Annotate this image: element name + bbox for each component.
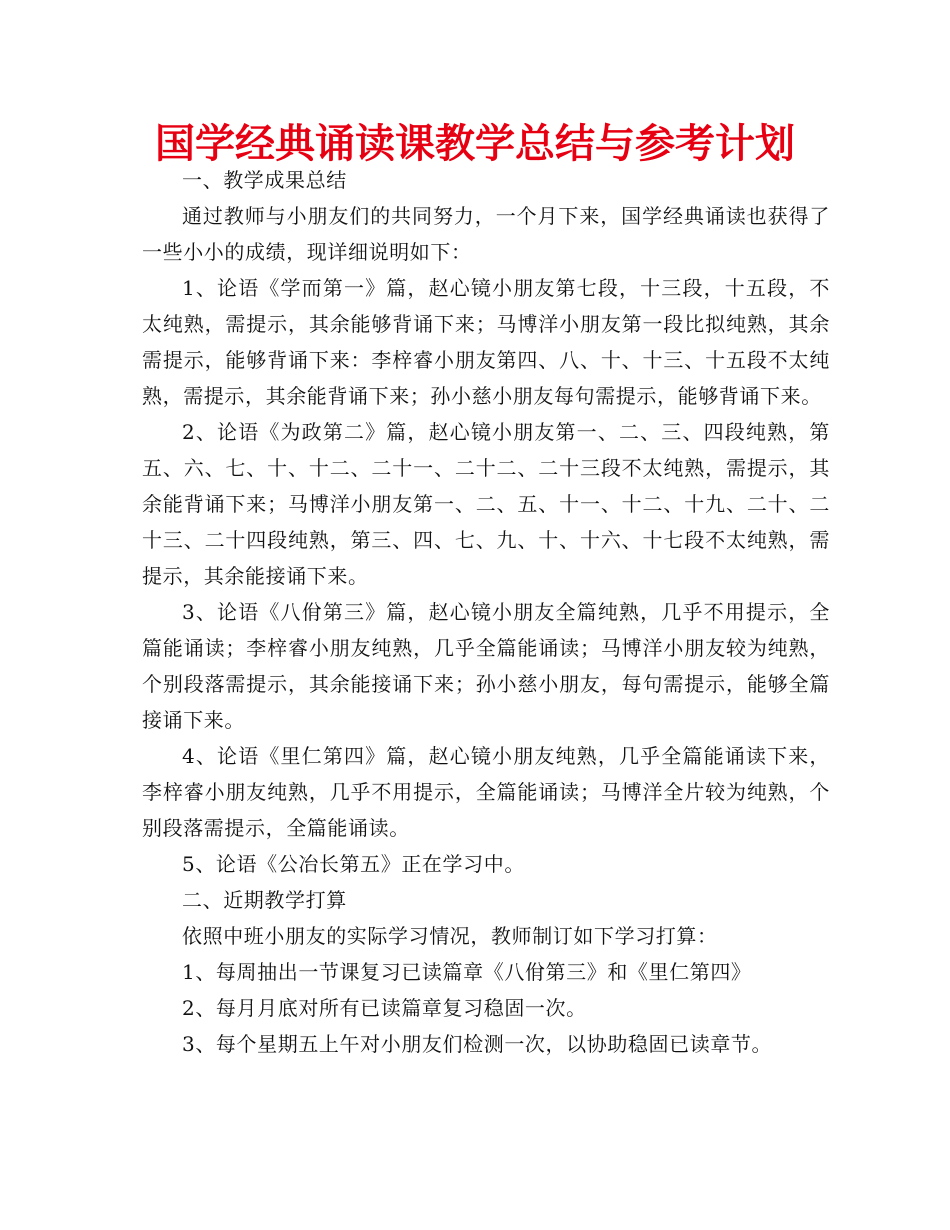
paragraph-item-2: 2、论语《为政第二》篇，赵心镜小朋友第一、二、三、四段纯熟，第五、六、七、十、十二、二十一、二十二、二十三段不太纯熟，需提示，其余能背诵下来；马博洋小朋友第一、二、五、十一、十二、十九、二十、二十三、二十四段纯熟，第三、四、七、九、十、十六、十七段不太纯熟，需提示，其余能接诵下来。 [142, 420, 830, 588]
paragraph-item-5: 5、论语《公冶长第五》正在学习中。 [182, 852, 525, 876]
paragraph-item-1: 1、论语《学而第一》篇，赵心镜小朋友第七段，十三段，十五段，不太纯熟，需提示，其余能够背诵下来；马博洋小朋友第一段比拟纯熟，其余需提示，能够背诵下来：李梓睿小朋友第四、八、十、十三、十五段不太纯熟，需提示，其余能背诵下来；孙小慈小朋友每句需提示，能够背诵下来。 [142, 276, 830, 408]
document-body [142, 162, 830, 1062]
paragraph-item-4: 4、论语《里仁第四》篇，赵心镜小朋友纯熟，几乎全篇能诵读下来，李梓睿小朋友纯熟，几乎不用提示，全篇能诵读；马博洋全片较为纯熟，个别段落需提示，全篇能诵读。 [142, 744, 830, 840]
section-heading-plan: 二、近期教学打算 [182, 888, 347, 912]
paragraph-plan-3: 3、每个星期五上午对小朋友们检测一次，以协助稳固已读章节。 [182, 1032, 773, 1056]
paragraph-plan-2: 2、每月月底对所有已读篇章复习稳固一次。 [182, 996, 587, 1020]
section-heading-summary: 一、教学成果总结 [182, 168, 347, 192]
paragraph-intro: 通过教师与小朋友们的共同努力，一个月下来，国学经典诵读也获得了一些小小的成绩，现详细说明如下： [142, 204, 830, 264]
paragraph-plan-intro: 依照中班小朋友的实际学习情况，教师制订如下学习打算： [182, 924, 718, 948]
paragraph-plan-1: 1、每周抽出一节课复习已读篇章《八佾第三》和《里仁第四》 [182, 960, 752, 984]
paragraph-item-3: 3、论语《八佾第三》篇，赵心镜小朋友全篇纯熟，几乎不用提示，全篇能诵读；李梓睿小朋友纯熟，几乎全篇能诵读；马博洋小朋友较为纯熟，个别段落需提示，其余能接诵下来；孙小慈小朋友，每句需提示，能够全篇接诵下来。 [142, 600, 830, 732]
document-title: 国学经典诵读课教学总结与参考计划 [155, 121, 795, 167]
